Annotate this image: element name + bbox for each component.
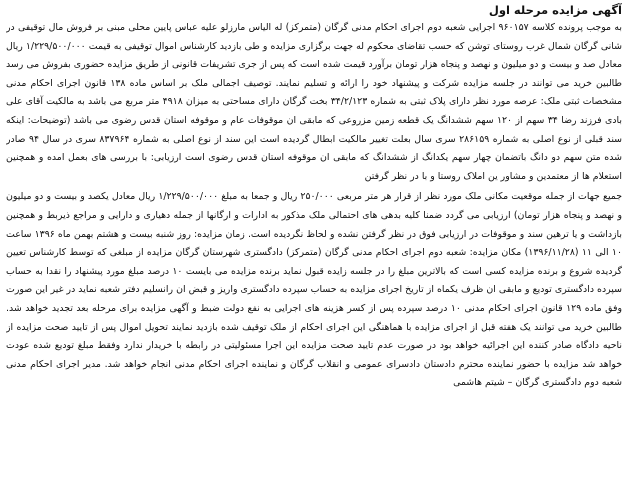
notice-title: آگهی مزایده مرحله اول xyxy=(488,3,622,17)
notice-paragraph-2: جمیع جهات از جمله موقعیت مکانی ملک مورد نظر از قرار هر متر مربعی ۲۵۰/۰۰۰ ریال و جمعا به مبلغ ۱/۲۲۹/۵۰۰/۰۰۰ ریال معادل یکصد و بیست و دو میلیون و نهصد و پنجاه هزار تومان) ارزیابی می گردد ضمنا کلیه بدهی های احتمالی ملک مذکور به ادارات و ارگانها از جمله دهیاری و دارایی و مراجع ذیربط و همچنین بازداشت و یا ترهین سند و موقوفات در ارزیابی فوق در نظر گرفتن نشده و لحاظ نگردیده است. زمان مزایده: روز شنبه بیست و هشتم بهمن ماه ۱۳۹۶ ساعت ۱۰ الی ۱۱ (۱۳۹۶/۱۱/۲۸) مکان مزایده: شعبه دوم اجرای احکام مدنی گرگان (متمرکز) دادگستری شهرستان گرگان مزایده از مبلغی که توسط کارشناس تعیین گردیده شروع و برنده مزایده کسی است که بالاترین مبلغ را در جلسه زایده قبول نماید برنده مزایده می بایست ۱۰ درصد مبلغ مورد پیشنهاد را نقدا به حساب سپرده دادگستری تودیع و مابقی ان ظرف یکماه از تاریخ اجرای مزایده به حساب سپرده دادگستری واریز و قبض ان رانسلیم دفتر شعبه نماید در غیر این صورت وفق ماده ۱۲۹ قانون اجرای احکام مدنی ۱۰ درصد سپرده پس از کسر هزینه های اجرایی به نفع دولت ضبط و آگهی مزایده برای مرحله بعد تجدید خواهد شد. طالبین خرید می توانند یک هفته قبل از اجرای مزایده با هماهنگی این اجرای احکام از ملک توقیف شده بازدید نمایند تحویل اموال پس از تایید صحت مزایده از ناحیه دادگاه صادر کننده این اجرائیه خواهد بود در صورت عدم تایید صحت مزایده این اجرا مسئولیتی در رابطه با خریدار ندارد وفقط مبلغ تودیع شده عودت خواهد شد مزایده با حضور نماینده محترم دادستان دادسرای عمومی و انقلاب گرگان و نماینده اجرای احکام مدنی انجام خواهد شد. مدیر اجرای احکام مدنی شعبه دوم دادگستری گرگان – شیتم هاشمی xyxy=(6,191,622,389)
notice-document xyxy=(6,2,622,476)
notice-paragraph-1: به موجب پرونده کلاسه ۹۶۰۱۵۷ اجرایی شعبه دوم اجرای احکام مدنی گرگان (متمرکز) له الیاس مارزلو علیه عباس پایین محلی مبنی بر فروش مال توقیفی در شانی گرگان شمال غرب روستای توشن که حسب تقاضای محکوم له جهت برگزاری مزایده و طی بازدید کارشناس اموال توقیفی به قیمت ۱/۲۲۹/۵۰۰/۰۰۰ ریال معادل صد و بیست و دو میلیون و نهصد و پنجاه هزار تومان برآورد قیمت شده است که پس از جری تشریفات قانونی از طریق مزایده حضوری بفروش می رسد طالبین خرید می توانند در جلسه مزایده شرکت و پیشنهاد خود را ارائه و تسلیم نمایند. توصیف اجمالی ملک بر اساس ماده ۱۳۸ قانون اجرای احکام مدنی مشخصات ثبتی ملک: عرصه مورد نظر دارای پلاک ثبتی به شماره ۳۴/۲/۱۲۳ بخت گرگان دارای مساحتی به میزان ۴۹۱۸ متر مربع می باشد به مالکیت آقای علی بادی فرزند رضا ۳۴ سهم از ۱۲۰ سهم ششدانگ یک قطعه زمین مزروعی که مابقی ان موقوفات عام و موقوفه استان قدس رضوی می باشد (توضیحات: اینکه سند قبلی از نوع اصلی به شماره ۲۸۶۱۵۹ سری سال بعلت تغییر مالکیت ابطال گردیده است این سند از نوع اصلی به شماره ۸۳۷۹۶۴ سری در سال ۹۴ صادر شده متن سهم دو دانگ باتضمان چهار سهم یکدانگ از ششدانگ که مابقی ان موقوفه استان قدس رضوی است ارزیابی: با بررسی های بعمل امده و همچنین استعلام ها از معتمدین و مشاور ین املاک روستا و با در نظر گرفتن xyxy=(6,22,622,182)
